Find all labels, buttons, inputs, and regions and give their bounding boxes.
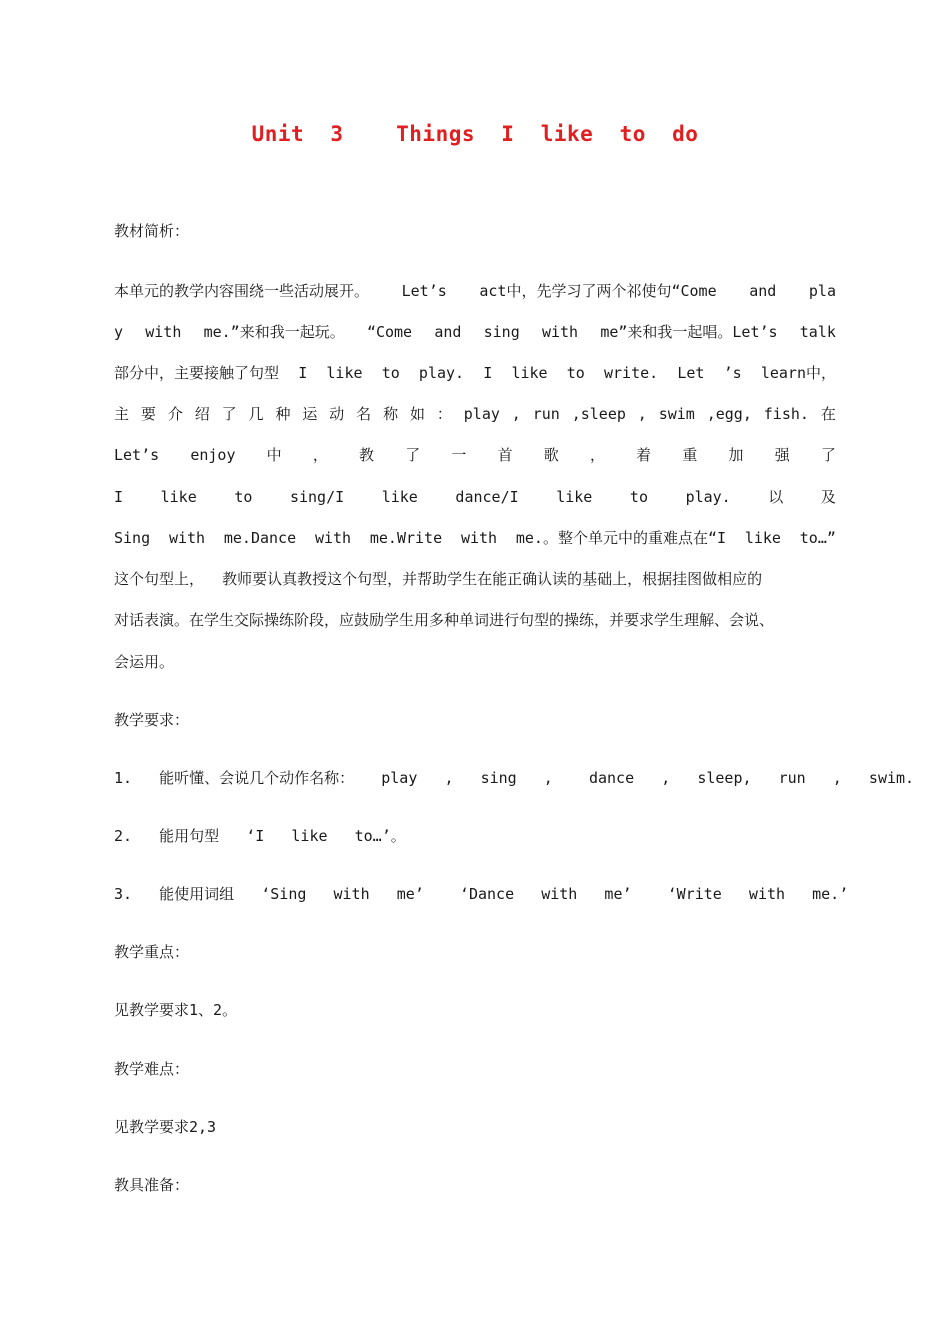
section-heading-analysis: 教材简析： [114, 222, 190, 240]
document-title: Unit 3 Things I like to do [251, 122, 699, 146]
analysis-word: play [463, 405, 500, 423]
analysis-word: 这个句型上， [114, 570, 205, 588]
analysis-word: play. [685, 488, 731, 506]
analysis-word: y [114, 323, 124, 341]
analysis-word: me.。整个单元中的重难点在“I [515, 529, 727, 547]
analysis-word: 运 [302, 405, 318, 423]
analysis-line [114, 445, 836, 465]
analysis-word: fish. [763, 405, 809, 423]
analysis-word: Let’s [401, 282, 447, 300]
analysis-word: 会运用。 [114, 653, 175, 671]
analysis-word: 部分中，主要接触了句型 [114, 364, 280, 382]
analysis-word: ,egg, [706, 405, 752, 423]
analysis-word: ， [312, 446, 328, 464]
analysis-word: me”来和我一起唱。Let’s [600, 323, 778, 341]
analysis-word: like [744, 529, 781, 547]
analysis-word: talk [799, 323, 836, 341]
analysis-line [114, 610, 774, 630]
analysis-word: ， [589, 446, 605, 464]
analysis-word: like [326, 364, 363, 382]
analysis-word: ’s [723, 364, 742, 382]
analysis-word: sing [483, 323, 520, 341]
analysis-word: 加 [728, 446, 744, 464]
analysis-word: “Come [366, 323, 413, 341]
analysis-word: run [532, 405, 560, 423]
analysis-line [114, 322, 836, 342]
analysis-word: with [541, 323, 579, 341]
requirement-item-2: 2. 能用句型 ‘I like to…’。 [114, 827, 406, 845]
analysis-word: enjoy [190, 446, 236, 464]
analysis-word: 动 [329, 405, 345, 423]
analysis-word: swim [658, 405, 695, 423]
analysis-word: like [160, 488, 197, 506]
analysis-word: 着 [636, 446, 652, 464]
analysis-word: 介 [167, 405, 183, 423]
section-heading-teaching-tools: 教具准备： [114, 1176, 190, 1194]
analysis-word: and [434, 323, 462, 341]
analysis-word: write. [603, 364, 659, 382]
analysis-word: 及 [820, 488, 836, 506]
analysis-word: ： [436, 405, 452, 423]
analysis-word: Let’s [114, 446, 160, 464]
analysis-word: 以 [768, 488, 784, 506]
analysis-word: play. [418, 364, 465, 382]
section-heading-key-points: 教学重点： [114, 943, 190, 961]
requirement-item-3: 3. 能使用词组 ‘Sing with me’ ‘Dance with me’ ‘Write with me.’ [114, 885, 849, 903]
analysis-word: Sing [114, 529, 151, 547]
analysis-word: to…” [799, 529, 836, 547]
analysis-word: with [460, 529, 498, 547]
section-heading-requirements: 教学要求： [114, 711, 190, 729]
analysis-word: 了 [221, 405, 237, 423]
analysis-word: 种 [275, 405, 291, 423]
analysis-word: 几 [248, 405, 264, 423]
analysis-word: Let [677, 364, 705, 382]
analysis-word: I [114, 488, 124, 506]
analysis-word: 绍 [194, 405, 210, 423]
analysis-word: 重 [682, 446, 698, 464]
analysis-word: with [314, 529, 352, 547]
analysis-word: to [629, 488, 648, 506]
analysis-word: me.Dance [223, 529, 297, 547]
analysis-word: sing/I [289, 488, 345, 506]
analysis-word: 中 [266, 446, 282, 464]
analysis-word: I [483, 364, 493, 382]
analysis-word: , [511, 405, 521, 423]
section-heading-difficult-points: 教学难点： [114, 1060, 190, 1078]
analysis-line [114, 528, 836, 548]
analysis-word: 如 [409, 405, 425, 423]
analysis-line [114, 652, 174, 672]
analysis-word: 名 [356, 405, 372, 423]
analysis-word: , [637, 405, 647, 423]
analysis-word: dance/I [455, 488, 519, 506]
analysis-word: 教师要认真教授这个句型，并帮助学生在能正确认读的基础上，根据挂图做相应的 [204, 570, 763, 588]
analysis-word: 称 [383, 405, 399, 423]
difficult-points-text: 见教学要求2,3 [114, 1118, 217, 1136]
analysis-word: 教 [359, 446, 375, 464]
analysis-word: 歌 [543, 446, 559, 464]
key-points-text: 见教学要求1、2。 [114, 1001, 238, 1019]
analysis-word: to [566, 364, 585, 382]
analysis-word: pla [808, 282, 836, 300]
analysis-word: with [168, 529, 206, 547]
analysis-word: I [298, 364, 308, 382]
analysis-word: me.Write [369, 529, 443, 547]
analysis-line [114, 281, 836, 301]
analysis-word: learn中， [760, 364, 836, 382]
analysis-word: me.”来和我一起玩。 [203, 323, 345, 341]
analysis-word: 本单元的教学内容围绕一些活动展开。 [114, 282, 370, 300]
analysis-word: 一 [451, 446, 467, 464]
requirement-item-1: 1. 能听懂、会说几个动作名称： play , sing , dance , sleep, run , swim. [114, 769, 915, 787]
analysis-word: 要 [140, 405, 156, 423]
analysis-word: 对话表演。在学生交际操练阶段，应鼓励学生用多种单词进行句型的操练，并要求学生理解、会说、 [114, 611, 775, 629]
analysis-line [114, 363, 836, 383]
analysis-word: and [749, 282, 777, 300]
analysis-word: ,sleep [571, 405, 626, 423]
analysis-word: like [381, 488, 418, 506]
analysis-word: like [511, 364, 548, 382]
analysis-word: to [381, 364, 400, 382]
analysis-line [114, 569, 762, 589]
analysis-word: 了 [820, 446, 836, 464]
analysis-word: 首 [497, 446, 513, 464]
analysis-word: 在 [820, 405, 836, 423]
analysis-word: to [234, 488, 253, 506]
analysis-word: 主 [114, 405, 130, 423]
analysis-word: 强 [774, 446, 790, 464]
analysis-line [114, 404, 836, 424]
analysis-word: 了 [405, 446, 421, 464]
analysis-word: with [145, 323, 182, 341]
analysis-line [114, 487, 836, 507]
analysis-word: act中，先学习了两个祁使句“Come [479, 282, 717, 300]
analysis-word: like [556, 488, 593, 506]
